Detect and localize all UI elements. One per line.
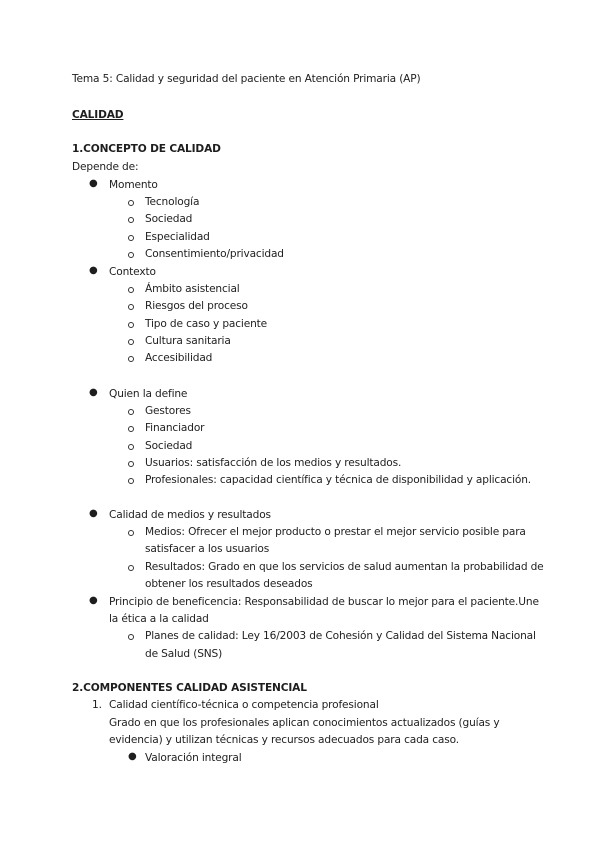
list-item: Planes de calidad: Ley 16/2003 de Cohesión y Calidad del Sistema Nacional — [145, 630, 536, 642]
list-item: Tipo de caso y paciente — [145, 318, 268, 330]
circle-bullet-icon — [128, 322, 134, 328]
circle-bullet-icon — [128, 304, 134, 310]
list-item-continuation: de Salud (SNS) — [145, 648, 223, 660]
circle-bullet-icon — [128, 461, 134, 467]
circle-bullet-icon — [128, 252, 134, 258]
list-item: Usuarios: satisfacción de los medios y resultados. — [145, 457, 402, 469]
list-item: Accesibilidad — [145, 352, 213, 364]
circle-bullet-icon — [128, 409, 134, 415]
circle-bullet-icon — [128, 200, 134, 206]
list-item: Riesgos del proceso — [145, 300, 248, 312]
list-item: Sociedad — [145, 213, 193, 225]
list-item: Especialidad — [145, 231, 210, 243]
bullet-icon: ● — [89, 178, 98, 189]
section-title: CALIDAD — [72, 109, 124, 121]
list-number: 1. — [92, 699, 102, 711]
circle-bullet-icon — [128, 565, 134, 571]
paragraph-line: evidencia) y utilizan técnicas y recursos adecuados para cada caso. — [109, 734, 459, 746]
bullet-icon: ● — [89, 265, 98, 276]
circle-bullet-icon — [128, 426, 134, 432]
circle-bullet-icon — [128, 478, 134, 484]
circle-bullet-icon — [128, 356, 134, 362]
bullet-icon: ● — [89, 508, 98, 519]
list-item: Profesionales: capacidad científica y técnica de disponibilidad y aplicación. — [145, 474, 532, 486]
circle-bullet-icon — [128, 287, 134, 293]
list-item-contexto: Contexto — [109, 266, 156, 278]
bullet-icon: ● — [128, 751, 137, 762]
list-item: Resultados: Grado en que los servicios de salud aumentan la probabilidad de — [145, 561, 544, 573]
circle-bullet-icon — [128, 339, 134, 345]
list-item-continuation: obtener los resultados deseados — [145, 578, 313, 590]
bullet-icon: ● — [89, 595, 98, 606]
doc-header: Tema 5: Calidad y seguridad del paciente en Atención Primaria (AP) — [72, 73, 421, 85]
list-item-beneficencia: Principio de beneficencia: Responsabilidad de buscar lo mejor para el paciente.Une — [109, 596, 539, 608]
bullet-icon: ● — [89, 387, 98, 398]
list-item: Sociedad — [145, 440, 193, 452]
list-item: Financiador — [145, 422, 205, 434]
heading-concepto: 1.CONCEPTO DE CALIDAD — [72, 143, 221, 155]
circle-bullet-icon — [128, 530, 134, 536]
list-item-continuation: la ética a la calidad — [109, 613, 209, 625]
list-item-quien: Quien la define — [109, 388, 188, 400]
depende-text: Depende de: — [72, 161, 139, 173]
circle-bullet-icon — [128, 235, 134, 241]
circle-bullet-icon — [128, 444, 134, 450]
list-item: Ámbito asistencial — [145, 283, 240, 295]
circle-bullet-icon — [128, 634, 134, 640]
list-item: Gestores — [145, 405, 191, 417]
list-item-momento: Momento — [109, 179, 158, 191]
list-item: Medios: Ofrecer el mejor producto o prestar el mejor servicio posible para — [145, 526, 526, 538]
list-item: Cultura sanitaria — [145, 335, 231, 347]
list-item-valoracion: Valoración integral — [145, 752, 242, 764]
list-item: Consentimiento/privacidad — [145, 248, 284, 260]
circle-bullet-icon — [128, 217, 134, 223]
list-item: Tecnología — [145, 196, 200, 208]
list-item-continuation: satisfacer a los usuarios — [145, 543, 270, 555]
paragraph-line: Grado en que los profesionales aplican conocimientos actualizados (guías y — [109, 717, 500, 729]
list-item-cientifico: Calidad científico-técnica o competencia profesional — [109, 699, 379, 711]
heading-componentes: 2.COMPONENTES CALIDAD ASISTENCIAL — [72, 682, 307, 694]
list-item-medios: Calidad de medios y resultados — [109, 509, 271, 521]
